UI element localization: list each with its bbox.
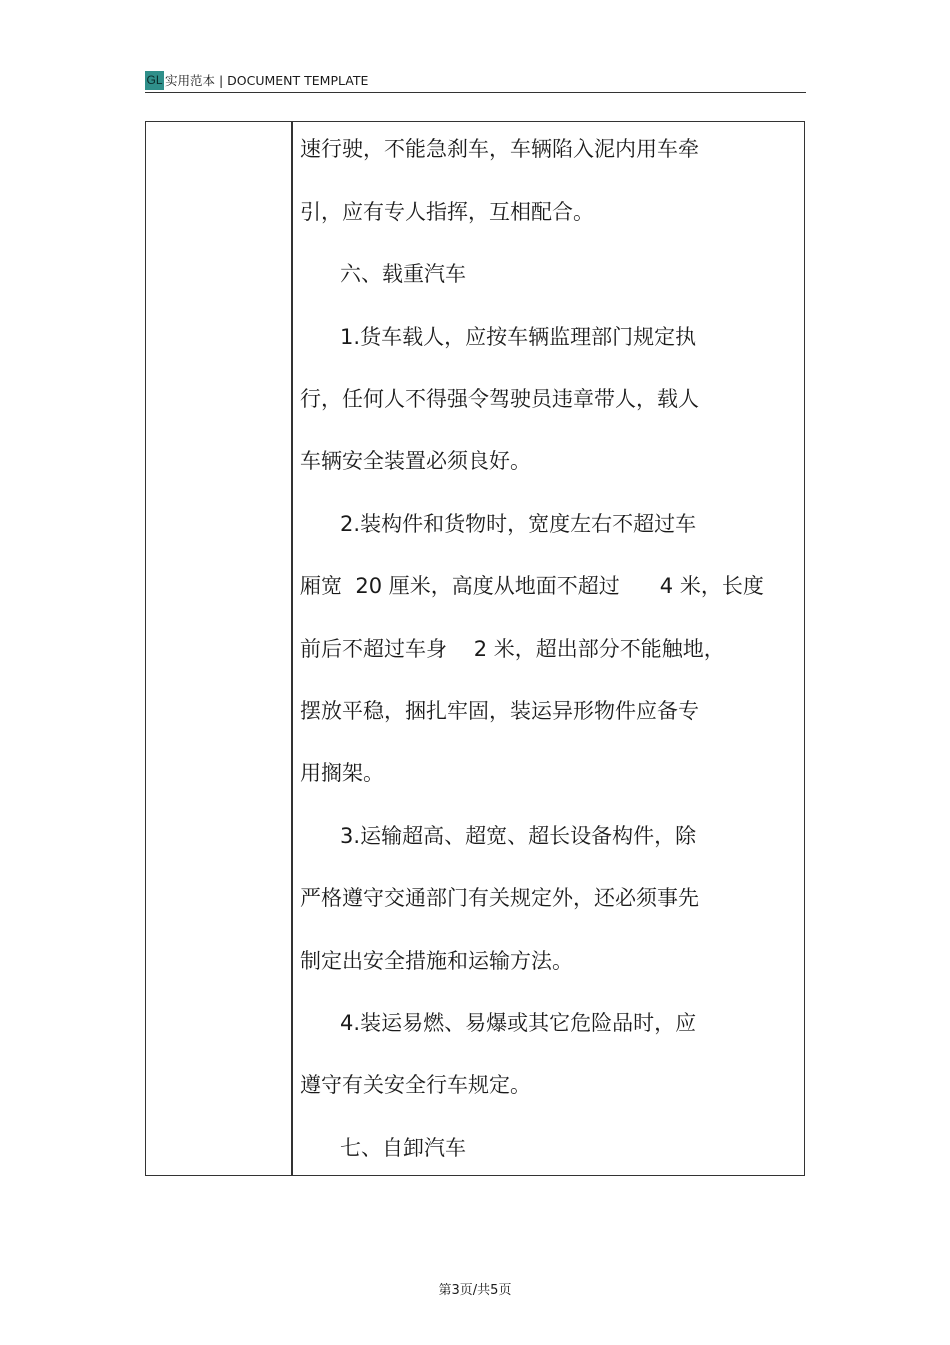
section-heading: 六、载重汽车 — [300, 262, 467, 286]
column-divider — [291, 122, 293, 1175]
text-line: 4.装运易燃、易爆或其它危险品时，应 — [300, 1011, 697, 1035]
page-number: 第3页/共5页 — [438, 1283, 512, 1298]
text-line: 用搁架。 — [300, 761, 384, 785]
logo-badge: GL — [145, 71, 164, 90]
content-table — [145, 121, 805, 1176]
text-line: 前后不超过车身 2 米，超出部分不能触地， — [300, 637, 725, 661]
page-header — [145, 70, 806, 93]
text-line: 厢宽 20 厘米，高度从地面不超过 4 米，长度 — [300, 574, 764, 598]
text-line: 行，任何人不得强令驾驶员违章带人，载人 — [300, 387, 699, 411]
text-line: 车辆安全装置必须良好。 — [300, 449, 531, 473]
text-line: 遵守有关安全行车规定。 — [300, 1073, 531, 1097]
text-line: 2.装构件和货物时，宽度左右不超过车 — [300, 512, 697, 536]
text-line: 摆放平稳，捆扎牢固，装运异形物件应备专 — [300, 699, 699, 723]
table-content-cell — [300, 122, 800, 1175]
text-line: 制定出安全措施和运输方法。 — [300, 949, 573, 973]
text-line: 1.货车载人，应按车辆监理部门规定执 — [300, 325, 697, 349]
text-line: 引，应有专人指挥，互相配合。 — [300, 200, 594, 224]
section-heading: 七、自卸汽车 — [300, 1136, 467, 1160]
text-line: 严格遵守交通部门有关规定外，还必须事先 — [300, 886, 699, 910]
text-line: 3.运输超高、超宽、超长设备构件，除 — [300, 824, 697, 848]
text-line: 速行驶，不能急刹车，车辆陷入泥内用车牵 — [300, 137, 699, 161]
header-title: 实用范本 | DOCUMENT TEMPLATE — [165, 73, 369, 88]
